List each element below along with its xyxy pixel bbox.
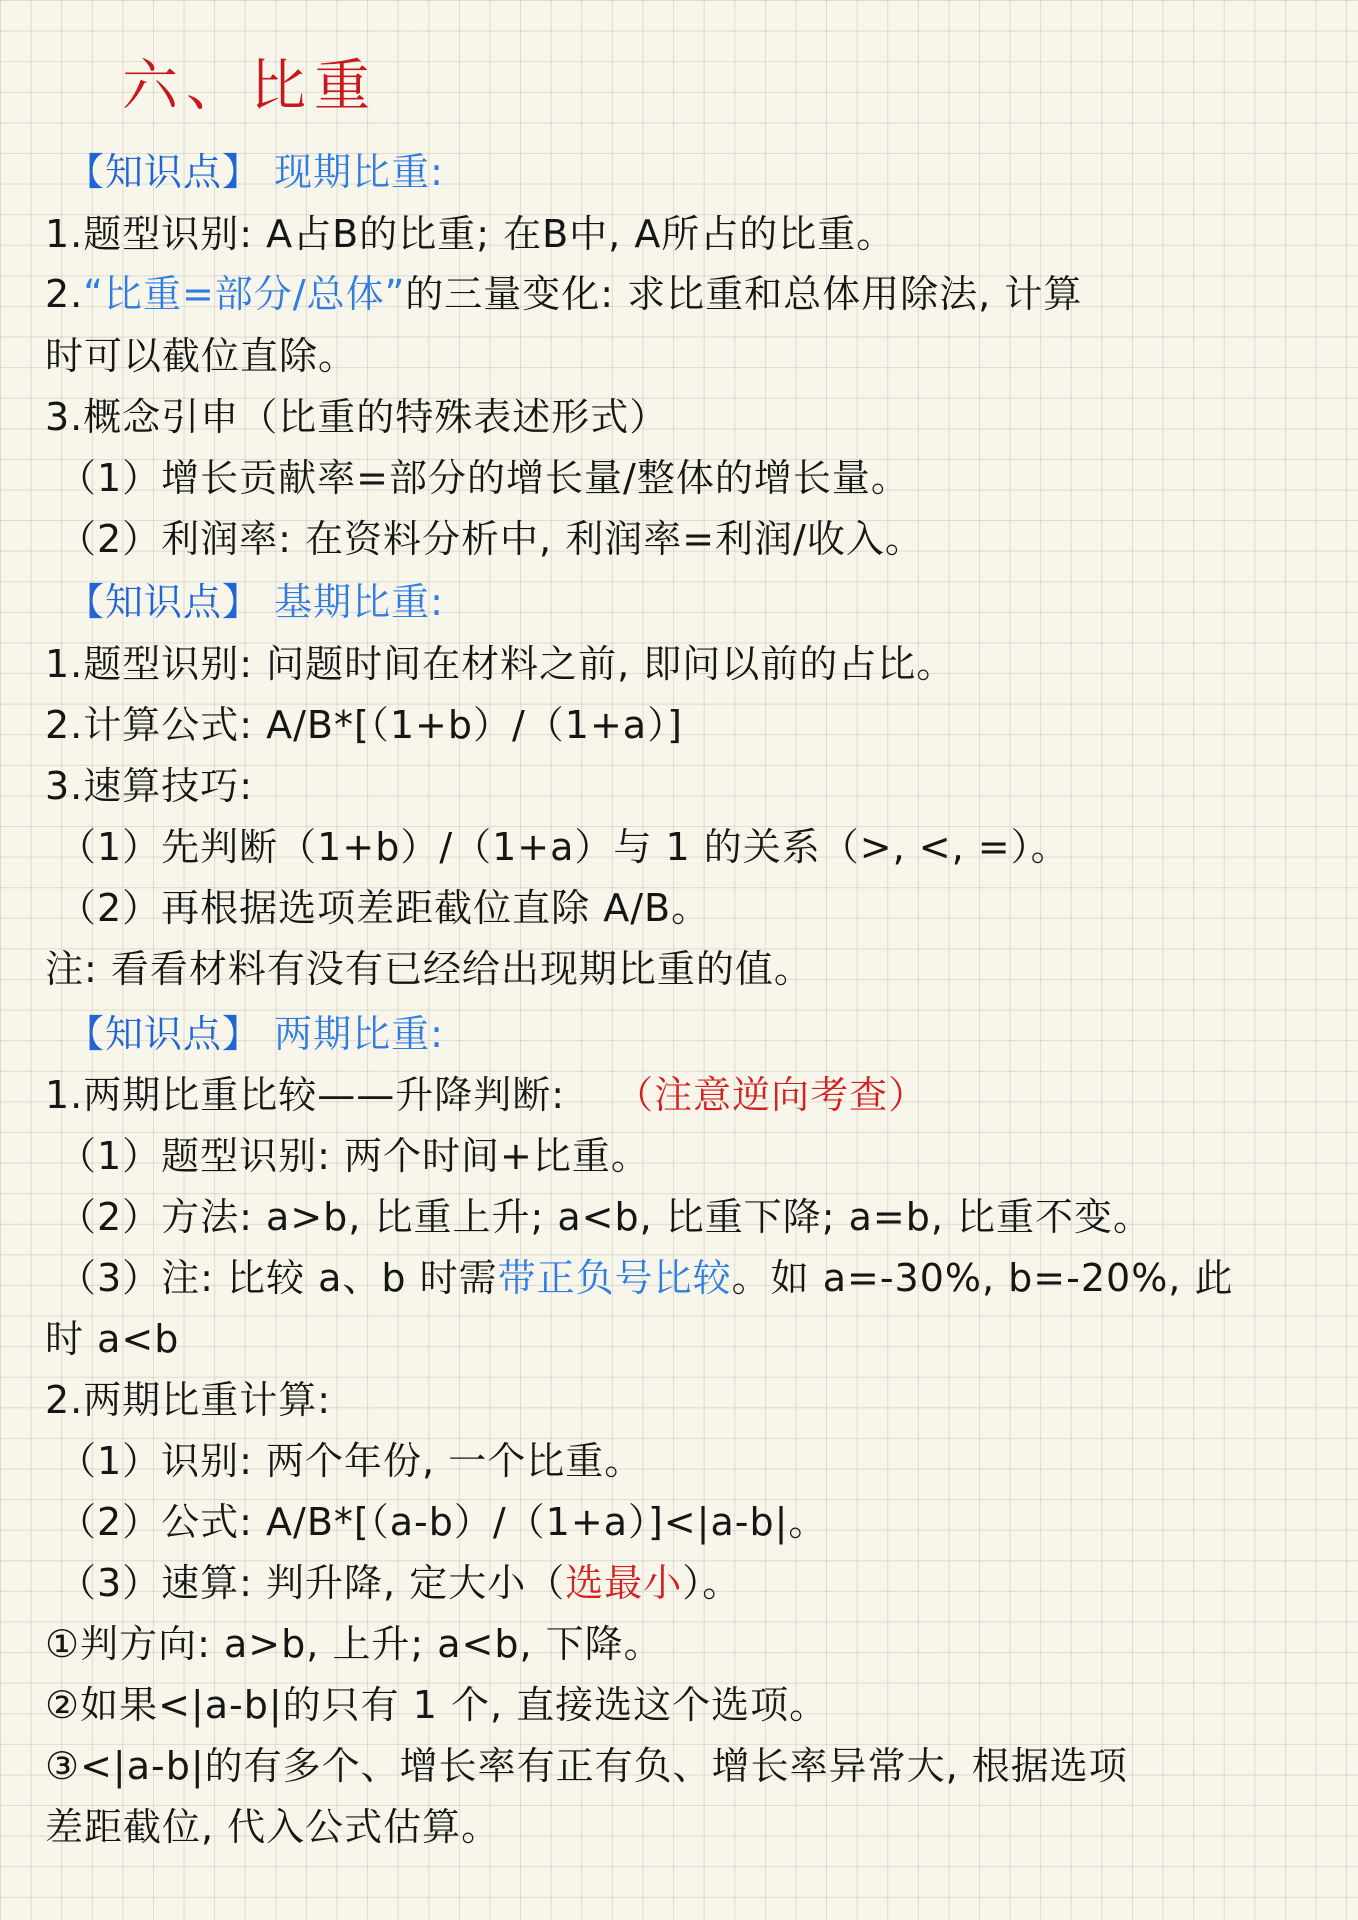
note-text: （3）注: 比较 a、b 时需 (58, 1256, 498, 1300)
note-line: 2.两期比重计算: (45, 1378, 332, 1422)
note-line: 时 a<b (45, 1317, 180, 1361)
note-line: （2）公式: A/B*[（a-b）/（1+a）]<|a-b|。 (58, 1500, 828, 1544)
note-line: （1）识别: 两个年份, 一个比重。 (58, 1439, 644, 1483)
note-line: （2）再根据选项差距截位直除 A/B。 (58, 886, 711, 930)
knowledge-tag: 【知识点】 (66, 1012, 262, 1056)
note-text: 1.两期比重比较——升降判断: (45, 1073, 566, 1117)
note-line: 时可以截位直除。 (45, 334, 358, 378)
warning-note: （注意逆向考查） (615, 1073, 928, 1117)
note-line: 3.概念引申（比重的特殊表述形式） (45, 395, 669, 439)
note-line: （2）方法: a>b, 比重上升; a<b, 比重下降; a=b, 比重不变。 (58, 1195, 1153, 1239)
note-line: （2）利润率: 在资料分析中, 利润率=利润/收入。 (58, 517, 924, 561)
note-line (45, 270, 1082, 318)
note-line: ②如果<|a-b|的只有 1 个, 直接选这个选项。 (45, 1683, 829, 1727)
note-line (58, 1254, 1233, 1302)
note-line: 3.速算技巧: (45, 764, 254, 808)
note-line: ①判方向: a>b, 上升; a<b, 下降。 (45, 1622, 663, 1666)
section-title: 现期比重: (274, 150, 444, 194)
note-line: 1.题型识别: 问题时间在材料之前, 即问以前的占比。 (45, 642, 956, 686)
highlight-red: 选最小 (565, 1561, 683, 1605)
note-line: 2.计算公式: A/B*[（1+b）/（1+a）] (45, 703, 683, 747)
section-heading-current (66, 148, 444, 196)
page-title: 六、比重 (122, 54, 378, 119)
note-line: （1）先判断（1+b）/（1+a）与 1 的关系（>, <, =）。 (58, 825, 1070, 869)
item-number: 2. (45, 272, 84, 316)
note-text: （3）速算: 判升降, 定大小（ (58, 1561, 566, 1605)
note-line: （1）增长贡献率=部分的增长量/整体的增长量。 (58, 456, 910, 500)
knowledge-tag: 【知识点】 (66, 580, 262, 624)
note-text: 的三量变化: 求比重和总体用除法, 计算 (405, 272, 1083, 316)
note-line: ③<|a-b|的有多个、增长率有正有负、增长率异常大, 根据选项 (45, 1744, 1128, 1788)
note-text: ）。 (682, 1561, 742, 1605)
highlight-formula: “比重=部分/总体” (83, 272, 406, 316)
note-line (58, 1559, 741, 1607)
section-heading-two-period (66, 1010, 444, 1058)
knowledge-tag: 【知识点】 (66, 150, 262, 194)
section-title: 两期比重: (274, 1012, 444, 1056)
note-line: （1）题型识别: 两个时间+比重。 (58, 1134, 650, 1178)
section-heading-base (66, 578, 444, 626)
note-line: 注: 看看材料有没有已经给出现期比重的值。 (45, 947, 813, 991)
note-line (45, 1071, 927, 1119)
highlight-text: 带正负号比较 (497, 1256, 732, 1300)
section-title: 基期比重: (274, 580, 444, 624)
note-line: 1.题型识别: A占B的比重; 在B中, A所占的比重。 (45, 212, 896, 256)
note-line: 差距截位, 代入公式估算。 (45, 1805, 501, 1849)
note-text: 。如 a=-30%, b=-20%, 此 (731, 1256, 1234, 1300)
